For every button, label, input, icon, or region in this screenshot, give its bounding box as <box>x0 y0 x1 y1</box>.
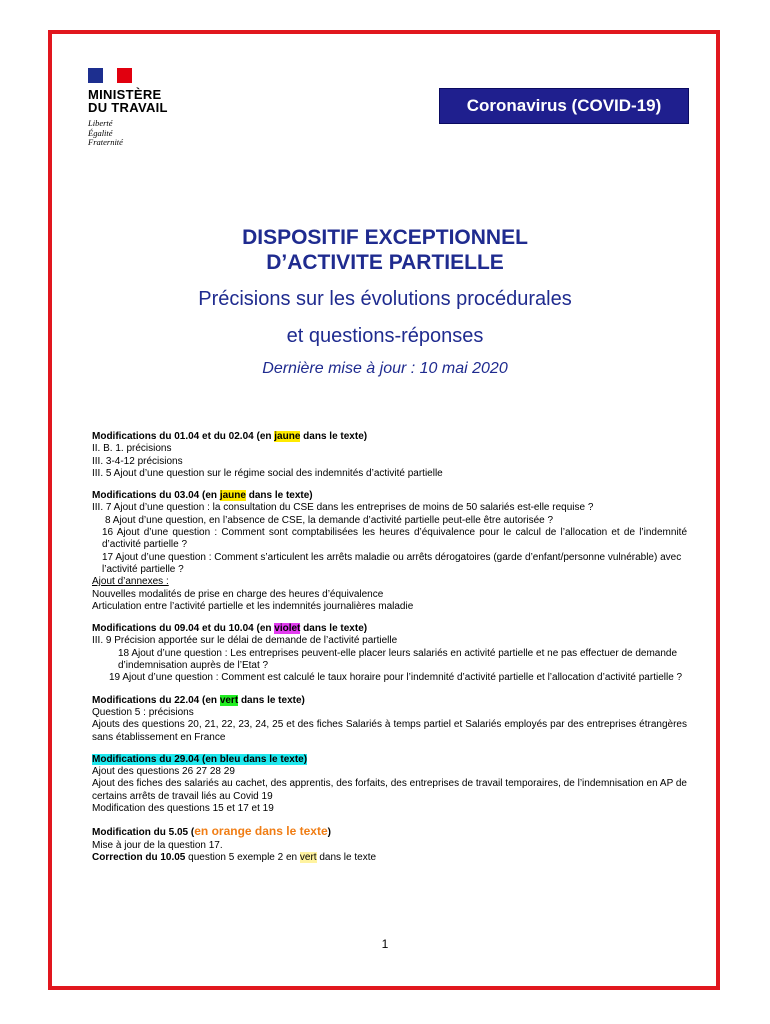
subtitle-line-2: et questions-réponses <box>286 325 484 347</box>
page-number: 1 <box>381 937 389 951</box>
list-item: III. 7 Ajout d’une question : la consultation du CSE dans les entreprises de moins de 50 salariés est-elle requise ? <box>92 502 594 514</box>
section-heading: Modifications du 29.04 (en bleu dans le texte) <box>92 753 308 765</box>
list-item: 19 Ajout d’une question : Comment est calculé le taux horaire pour l’indemnité d’activité partielle et l’allocation d’activité partielle ? <box>109 672 683 684</box>
changelog-section-0104 <box>92 431 687 480</box>
list-item: Modification des questions 15 et 17 et 19 <box>92 803 274 815</box>
ministry-logo <box>88 68 228 148</box>
list-item: 16 Ajout d’une question : Comment sont comptabilisées les heures d’équivalence pour le calcul de l’allocation et de l’indemnité d’activité partielle ? <box>102 527 687 551</box>
changelog-section-2204 <box>92 695 687 744</box>
list-item: 8 Ajout d’une question, en l’absence de CSE, la demande d’activité partielle peut-elle être autorisée ? <box>105 514 554 526</box>
republic-motto: Liberté Égalité Fraternité <box>88 118 123 147</box>
list-item: Ajout des questions 26 27 28 29 <box>92 766 235 778</box>
changelog-section-2904 <box>92 754 687 815</box>
last-update: Dernière mise à jour : 10 mai 2020 <box>262 360 508 377</box>
list-item: II. B. 1. précisions <box>92 443 172 455</box>
section-heading: Modifications du 09.04 et du 10.04 (en violet dans le texte) <box>92 623 368 635</box>
main-title-line-1: DISPOSITIF EXCEPTIONNEL <box>242 226 528 249</box>
annex-heading: Ajout d’annexes : <box>92 576 169 588</box>
section-heading: Modifications du 03.04 (en jaune dans le texte) <box>92 490 313 502</box>
list-item: Ajout des fiches des salariés au cachet, des apprentis, des forfaits, des entreprises de travail temporaires, de l’indemnisation en AP de certains arrêts de travail liés au Covid 19 <box>92 778 687 802</box>
list-item: III. 9 Précision apportée sur le délai de demande de l’activité partielle <box>92 635 398 647</box>
correction-line: Correction du 10.05 question 5 exemple 2 en vert dans le texte <box>92 851 377 863</box>
ministry-name: MINISTÈRE DU TRAVAIL <box>88 87 168 115</box>
covid-banner: Coronavirus (COVID-19) <box>439 88 689 124</box>
list-item: Articulation entre l’activité partielle et les indemnités journalières maladie <box>92 600 414 612</box>
changelog-section-0304 <box>92 490 687 613</box>
section-heading: Modifications du 01.04 et du 02.04 (en jaune dans le texte) <box>92 431 368 442</box>
list-item: Question 5 : précisions <box>92 706 194 718</box>
list-item: III. 3-4-12 précisions <box>92 455 183 467</box>
list-item: 18 Ajout d’une question : Les entreprises peuvent-elle placer leurs salariés en activité partielle et ne pas effectuer de demande d’indemnisation auprès de l’Etat ? <box>118 647 678 672</box>
changelog <box>92 431 687 874</box>
list-item: Mise à jour de la question 17. <box>92 839 223 851</box>
changelog-section-0505 <box>92 825 687 864</box>
list-item: Nouvelles modalités de prise en charge des heures d’équivalence <box>92 588 384 600</box>
main-title-line-2: D’ACTIVITE PARTIELLE <box>266 251 504 274</box>
changelog-section-0904 <box>92 623 687 684</box>
list-item: 17 Ajout d’une question : Comment s’articulent les arrêts maladie ou arrêts dérogatoires (garde d’enfant/personne vulnérable) avec l’activité partielle ? <box>102 551 682 575</box>
section-heading: Modifications du 22.04 (en vert dans le texte) <box>92 694 305 706</box>
list-item: Ajouts des questions 20, 21, 22, 23, 24, 25 et des fiches Salariés à temps partiel et Salariés employés par des entreprises étrangères sans établissement en France <box>92 719 687 743</box>
subtitle-line-1: Précisions sur les évolutions procédurales <box>198 288 572 310</box>
list-item: III. 5 Ajout d’une question sur le régime social des indemnités d’activité partielle <box>92 467 443 479</box>
french-flag-icon <box>88 68 132 83</box>
section-heading: Modification du 5.05 (en orange dans le texte) <box>92 824 331 839</box>
